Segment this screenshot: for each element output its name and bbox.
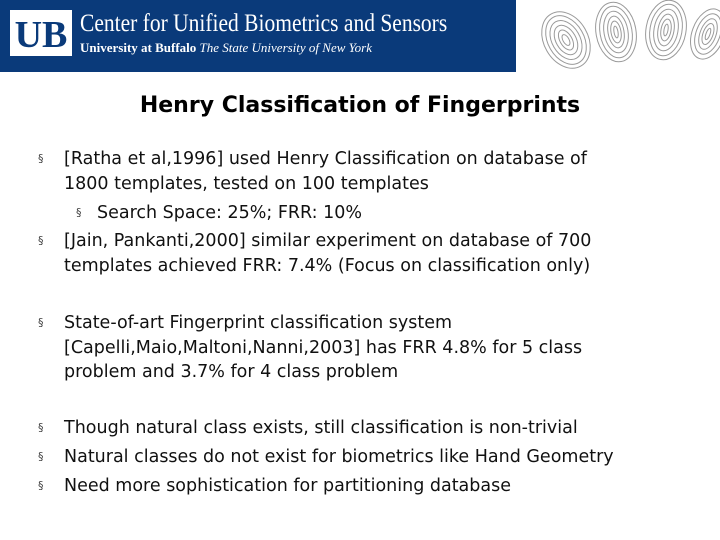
- bullet-marker: §: [38, 316, 44, 329]
- bullet-3-line-2: [Capelli,Maio,Maltoni,Nanni,2003] has FRR 4.8% for 5 class: [64, 337, 583, 358]
- bullet-marker: §: [38, 421, 44, 434]
- bullet-marker: §: [38, 234, 44, 247]
- fingerprints-image: [516, 0, 720, 72]
- slide-title: Henry Classification of Fingerprints: [139, 93, 581, 118]
- bullet-1-line-1: [Ratha et al,1996] used Henry Classification on database of: [64, 149, 587, 169]
- bullet-5: Natural classes do not exist for biometrics like Hand Geometry: [64, 447, 614, 467]
- bullet-marker: §: [38, 479, 44, 492]
- logo-text: UB: [14, 14, 68, 56]
- bullet-1-line-2: 1800 templates, tested on 100 templates: [64, 173, 429, 194]
- bullet-4: Though natural class exists, still classification is non-trivial: [64, 418, 578, 438]
- bullet-marker: §: [76, 206, 82, 219]
- bullet-2-line-2: templates achieved FRR: 7.4% (Focus on classification only): [64, 255, 591, 276]
- center-name: Center for Unified Biometrics and Sensors: [80, 10, 448, 37]
- bullet-3-line-1: State-of-art Fingerprint classification system: [64, 313, 453, 333]
- header-banner: [0, 0, 720, 72]
- university-line: [80, 40, 372, 56]
- bullet-marker: §: [38, 450, 44, 463]
- university-suffix: The State University of New York: [199, 40, 373, 55]
- bullet-6: Need more sophistication for partitioning database: [64, 476, 512, 496]
- bullet-3-line-3: problem and 3.7% for 4 class problem: [64, 362, 399, 382]
- bullet-2-line-1: [Jain, Pankanti,2000] similar experiment on database of 700: [64, 231, 592, 251]
- banner-blue-panel: [0, 0, 516, 72]
- ub-logo-icon: [10, 10, 72, 56]
- university-name: University at Buffalo: [80, 40, 197, 55]
- sub-bullet-1: Search Space: 25%; FRR: 10%: [97, 203, 363, 223]
- bullet-marker: §: [38, 152, 44, 165]
